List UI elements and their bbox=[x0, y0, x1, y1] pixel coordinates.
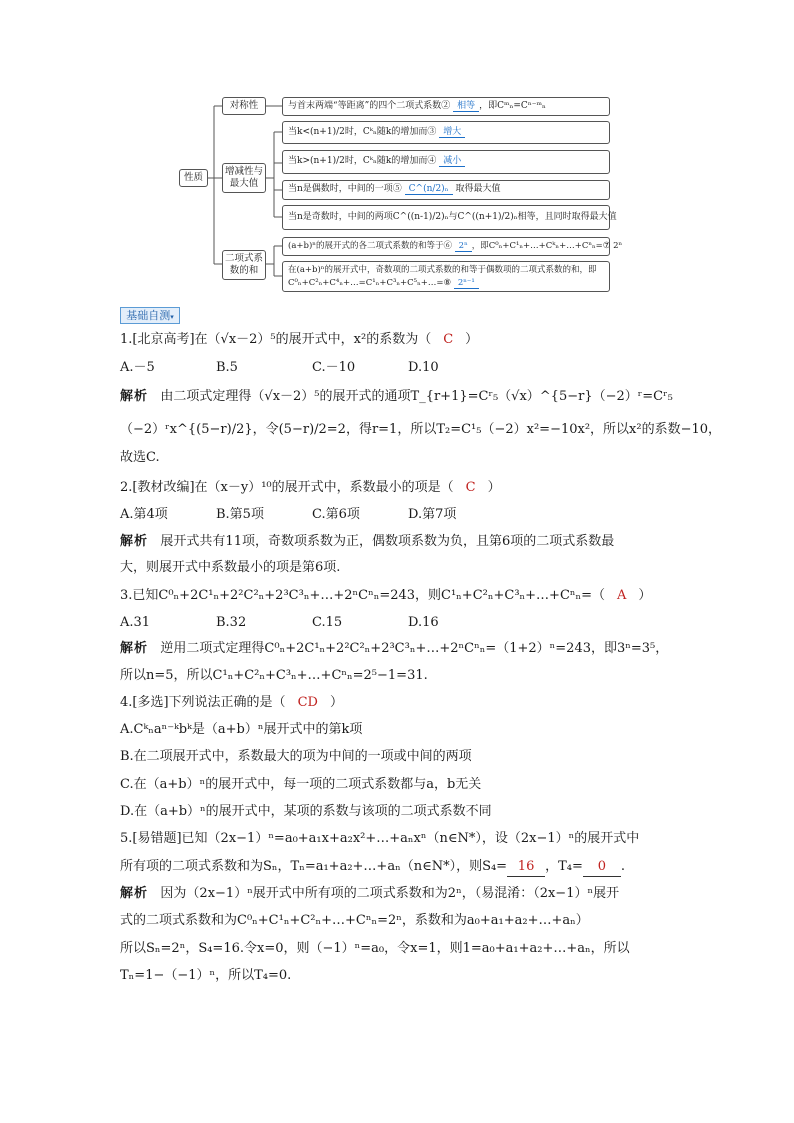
q3-option-b: B.32 bbox=[216, 615, 247, 630]
q1-stem bbox=[120, 331, 478, 349]
q5-solution-line-2: 式的二项式系数和为C⁰ₙ+C¹ₙ+C²ₙ+…+Cⁿₙ=2ⁿ，系数和为a₀+a₁+a₂+…+aₙ） bbox=[120, 913, 589, 928]
leaf-tail: ，即Cᵐₙ=Cⁿ⁻ᵐₙ bbox=[479, 101, 546, 111]
section-tag-label: 基础自测 bbox=[126, 309, 171, 322]
leaf-text: 当n是奇数时，中间的两项C^((n-1)/2)ₙ与C^((n+1)/2)ₙ相等，且同时取得最大值 bbox=[288, 212, 617, 222]
q3-option-c: C.15 bbox=[312, 615, 343, 630]
diagram-root bbox=[179, 169, 208, 187]
q3-option-a: A.31 bbox=[120, 615, 151, 630]
leaf-text: 当k<(n+1)/2时，Cᵏₙ随k的增加而③ bbox=[288, 127, 440, 137]
leaf-answer: C^(n/2)ₙ bbox=[405, 184, 453, 195]
q2-solution-line-1 bbox=[120, 533, 614, 551]
q5-blank-t4: 0 bbox=[583, 858, 621, 877]
q1-close: ） bbox=[465, 332, 479, 347]
q1-option-a: A.－5 bbox=[120, 360, 155, 375]
q2-stem bbox=[120, 479, 501, 497]
q5-solution-text: 因为（2x−1）ⁿ展开式中所有项的二项式系数和为2ⁿ，（易混淆：（2x−1）ⁿ展开 bbox=[160, 886, 620, 901]
q2-stem-text: 2.[教材改编]在（x－y）¹⁰的展开式中，系数最小的项是（ bbox=[120, 480, 454, 495]
q1-stem-text: 1.[北京高考]在（√x－2）⁵的展开式中，x²的系数为（ bbox=[120, 332, 432, 347]
q5-stem-line-1: 5.[易错题]已知（2x−1）ⁿ=a₀+a₁x+a₂x²+…+aₙxⁿ（n∈N*），设（2x−1）ⁿ的展开式中 bbox=[120, 831, 640, 846]
q5-solution-label: 解析 bbox=[120, 886, 149, 901]
leaf-even-max bbox=[282, 180, 610, 200]
leaf-coef-sum bbox=[282, 237, 623, 256]
leaf-odd-even-sum bbox=[282, 261, 610, 292]
branch-monotonic bbox=[222, 163, 266, 193]
leaf-text: 在(a+b)ⁿ的展开式中，奇数项的二项式系数的和等于偶数项的二项式系数的和，即 bbox=[288, 265, 597, 275]
q1-option-b: B.5 bbox=[216, 360, 238, 375]
q2-answer: C bbox=[465, 480, 476, 495]
q2-solution-line-2: 大，则展开式中系数最小的项是第6项. bbox=[120, 560, 341, 575]
tag-arrow-icon: ▾ bbox=[170, 313, 174, 321]
branch-label: 对称性 bbox=[229, 100, 259, 111]
q5-stem-end: . bbox=[620, 859, 625, 874]
q1-solution-text: 由二项式定理得（√x－2）⁵的展开式的通项T_{r+1}=Cʳ₅（√x）^{5−r}（−2）ʳ=Cʳ₅ bbox=[160, 389, 673, 404]
leaf-text: C⁰ₙ+C²ₙ+C⁴ₙ+…=C¹ₙ+C³ₙ+C⁵ₙ+…=⑧ bbox=[288, 278, 454, 288]
section-tag bbox=[120, 307, 180, 324]
q3-stem bbox=[120, 587, 651, 605]
q3-solution-line-2: 所以n=5，所以C¹ₙ+C²ₙ+C³ₙ+…+Cⁿₙ=2⁵−1=31. bbox=[120, 668, 428, 683]
q2-close: ） bbox=[487, 480, 501, 495]
q1-option-c: C.－10 bbox=[312, 360, 356, 375]
branch-label: 增减性与最大值 bbox=[224, 166, 263, 189]
q2-solution-label: 解析 bbox=[120, 534, 149, 549]
q2-solution-text: 展开式共有11项，奇数项系数为正，偶数项系数为负，且第6项的二项式系数最 bbox=[160, 534, 615, 549]
q1-solution-label: 解析 bbox=[120, 389, 149, 404]
leaf-answer: 增大 bbox=[439, 127, 465, 138]
q3-stem-text: 3.已知C⁰ₙ+2C¹ₙ+2²C²ₙ+2³C³ₙ+…+2ⁿCⁿₙ=243，则C¹ₙ+C²ₙ+C³ₙ+…+Cⁿₙ=（ bbox=[120, 588, 606, 603]
q3-solution-text: 逆用二项式定理得C⁰ₙ+2C¹ₙ+2²C²ₙ+2³C³ₙ+…+2ⁿCⁿₙ=（1+2）ⁿ=243，即3ⁿ=3⁵， bbox=[160, 641, 669, 656]
leaf-tail: 取得最大值 bbox=[452, 184, 501, 194]
q2-option-c: C.第6项 bbox=[312, 507, 360, 522]
leaf-text: (a+b)ⁿ的展开式的各二项式系数的和等于⑥ bbox=[288, 241, 455, 251]
branch-coef-sum bbox=[222, 250, 266, 280]
q5-solution-line-1 bbox=[120, 885, 619, 903]
q1-solution-line-1 bbox=[120, 388, 673, 406]
branch-symmetry bbox=[222, 97, 266, 115]
q4-close: ） bbox=[329, 695, 343, 710]
q3-close: ） bbox=[638, 588, 652, 603]
leaf-symmetry bbox=[282, 97, 610, 116]
leaf-text: 当n是偶数时，中间的一项⑤ bbox=[288, 184, 405, 194]
q4-option-c: C.在（a+b）ⁿ的展开式中，每一项的二项式系数都与a，b无关 bbox=[120, 777, 482, 792]
q5-blank-s4: 16 bbox=[507, 858, 545, 877]
q3-answer: A bbox=[617, 588, 627, 603]
q2-option-a: A.第4项 bbox=[120, 507, 168, 522]
q3-solution-label: 解析 bbox=[120, 641, 149, 656]
q2-option-d: D.第7项 bbox=[408, 507, 457, 522]
q3-option-d: D.16 bbox=[408, 615, 439, 630]
q4-answer: CD bbox=[297, 695, 318, 710]
leaf-increase bbox=[282, 121, 610, 144]
leaf-answer: 2ⁿ bbox=[455, 241, 472, 252]
leaf-tail: ，即C⁰ₙ+C¹ₙ+…+Cᵏₙ+…+Cⁿₙ=⑦ 2ⁿ bbox=[471, 241, 623, 251]
q1-solution-line-2: （−2）ʳx^{(5−r)/2}，令(5−r)/2=2，得r=1，所以T₂=C¹₅（−2）x²=−10x²，所以x²的系数−10， bbox=[120, 422, 722, 437]
q1-solution-line-3: 故选C. bbox=[120, 450, 160, 465]
q2-option-b: B.第5项 bbox=[216, 507, 264, 522]
leaf-text: 当k>(n+1)/2时，Cᵏₙ随k的增加而④ bbox=[288, 156, 440, 166]
q5-stem-text: 所有项的二项式系数和为Sₙ，Tₙ=a₁+a₂+…+aₙ（n∈N*），则S₄= bbox=[120, 859, 508, 874]
leaf-answer: 相等 bbox=[453, 101, 479, 112]
branch-label: 二项式系数的和 bbox=[224, 253, 263, 276]
q4-stem bbox=[120, 694, 343, 712]
q5-stem-text: ，T₄= bbox=[545, 859, 583, 874]
q1-answer: C bbox=[443, 332, 454, 347]
q5-solution-line-3: 所以Sₙ=2ⁿ，S₄=16.令x=0，则（−1）ⁿ=a₀，令x=1，则1=a₀+a₁+a₂+…+aₙ，所以 bbox=[120, 941, 630, 956]
leaf-answer: 减小 bbox=[439, 156, 465, 167]
leaf-decrease bbox=[282, 150, 610, 174]
leaf-odd-max bbox=[282, 205, 617, 230]
q4-stem-text: 4.[多选]下列说法正确的是（ bbox=[120, 695, 286, 710]
q4-option-b: B.在二项展开式中，系数最大的项为中间的一项或中间的两项 bbox=[120, 749, 472, 764]
leaf-text: 与首末两端“等距离”的四个二项式系数② bbox=[288, 101, 454, 111]
root-label: 性质 bbox=[183, 172, 203, 183]
q4-option-a: A.Cᵏₙaⁿ⁻ᵏbᵏ是（a+b）ⁿ展开式中的第k项 bbox=[120, 722, 363, 737]
q4-option-d: D.在（a+b）ⁿ的展开式中，某项的系数与该项的二项式系数不同 bbox=[120, 804, 492, 819]
q1-option-d: D.10 bbox=[408, 360, 439, 375]
q5-solution-line-4: Tₙ=1−（−1）ⁿ，所以T₄=0. bbox=[120, 968, 292, 983]
q3-solution-line-1 bbox=[120, 640, 668, 658]
leaf-answer: 2ⁿ⁻¹ bbox=[454, 278, 479, 289]
q5-stem-line-2 bbox=[120, 858, 625, 877]
